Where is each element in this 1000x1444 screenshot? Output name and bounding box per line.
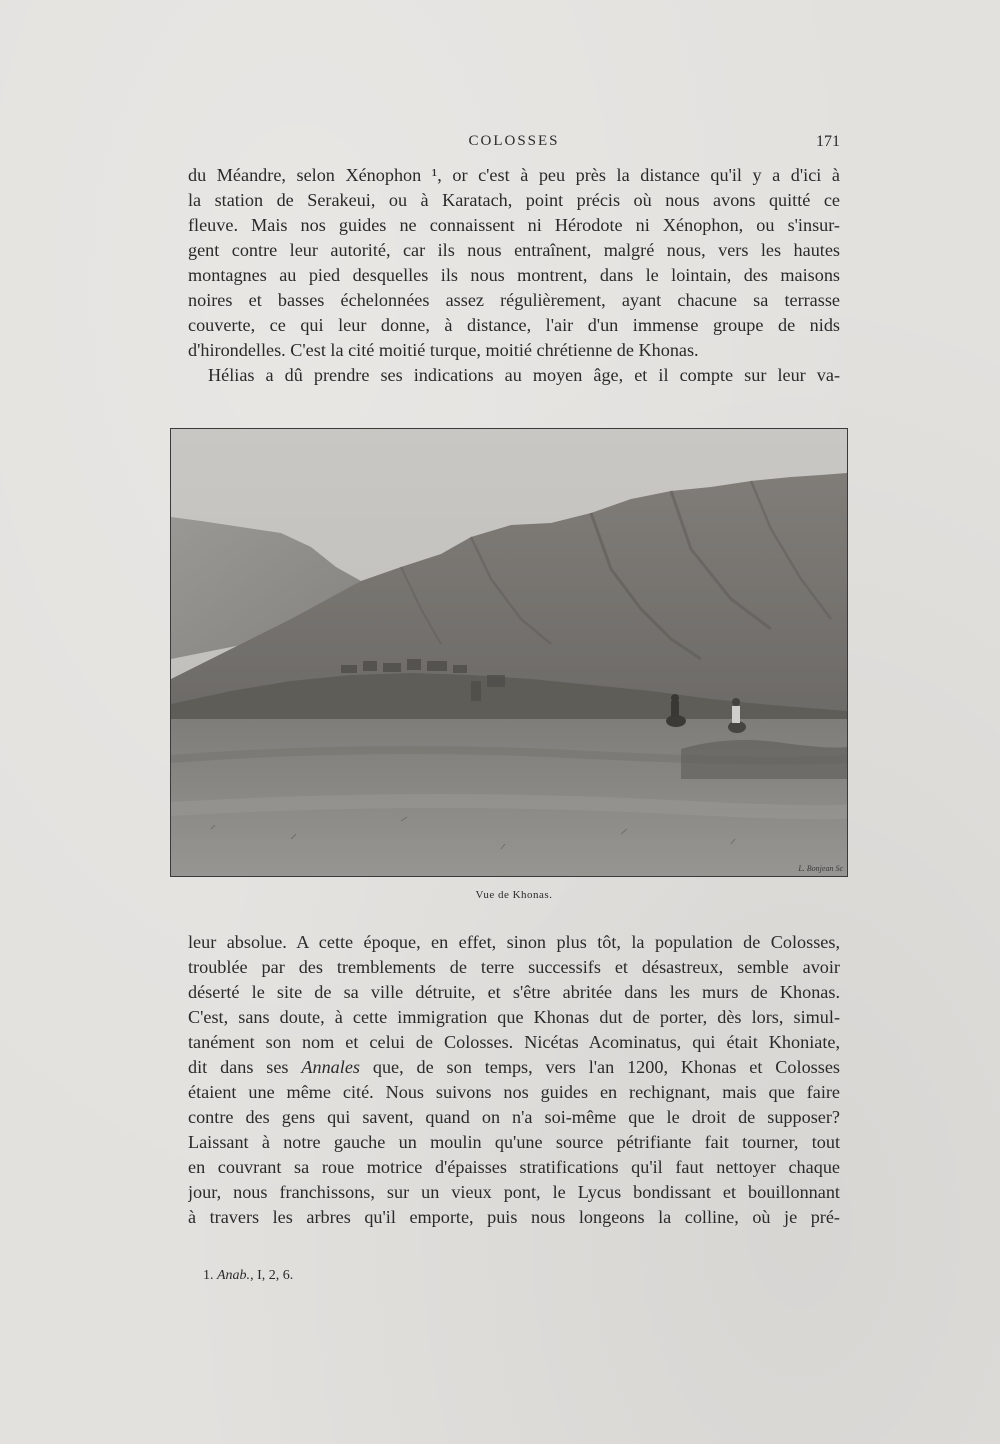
running-title: COLOSSES — [468, 133, 560, 149]
text-line: du Méandre, selon Xénophon ¹, or c'est à peu près la distance qu'il y a d'ici à — [188, 165, 840, 185]
text-line: la station de Serakeui, ou à Karatach, point précis où nous avons quitté ce — [188, 190, 840, 210]
paragraph-top — [188, 163, 840, 388]
text-line: fleuve. Mais nos guides ne connaissent ni Hérodote ni Xénophon, ou s'insur- — [188, 215, 840, 235]
text-line: gent contre leur autorité, car ils nous entraînent, malgré nous, vers les hautes — [188, 240, 840, 260]
footnote-reference-italic: Anab. — [217, 1268, 251, 1283]
text-line: troublée par des tremblements de terre successifs et désastreux, semble avoir — [188, 957, 840, 977]
text-line: déserté le site de sa ville détruite, et s'être abritée dans les murs de Khonas. — [188, 982, 840, 1002]
footnote-number: 1. — [203, 1268, 214, 1283]
text-line: leur absolue. A cette époque, en effet, sinon plus tôt, la population de Colosses, — [188, 932, 840, 952]
figure-caption: Vue de Khonas. — [475, 889, 553, 901]
footnote-reference: , I, 2, 6. — [250, 1268, 294, 1283]
text-segment: que, de son temps, vers l'an 1200, Khonas et Colosses — [359, 1057, 840, 1077]
text-line-with-italic — [188, 1055, 840, 1080]
page-number: 171 — [816, 133, 840, 150]
engraver-signature: L. Bonjean Sc — [798, 864, 843, 873]
running-head — [188, 133, 840, 155]
landscape-photo — [171, 429, 847, 876]
text-line: tanément son nom et celui de Colosses. Nicétas Acominatus, qui était Khoniate, — [188, 1032, 840, 1052]
text-line: couverte, ce qui leur donne, à distance, l'air d'un immense groupe de nids — [188, 315, 840, 335]
text-line: Laissant à notre gauche un moulin qu'une source pétrifiante fait tourner, tout — [188, 1132, 840, 1152]
text-line: en couvrant sa roue motrice d'épaisses stratifications qu'il faut nettoyer chaque — [188, 1157, 840, 1177]
text-line: Hélias a dû prendre ses indications au moyen âge, et il compte sur leur va- — [208, 365, 840, 385]
text-segment: dit dans ses — [188, 1057, 302, 1077]
text-line: contre des gens qui savent, quand on n'a soi-même que le droit de supposer? — [188, 1107, 840, 1127]
paragraph-bottom — [188, 930, 840, 1230]
footnote — [203, 1268, 293, 1284]
text-line: étaient une même cité. Nous suivons nos guides en rechignant, mais que faire — [188, 1082, 840, 1102]
text-line: C'est, sans doute, à cette immigration que Khonas dut de porter, dès lors, simul- — [188, 1007, 840, 1027]
photo-view-of-khonas — [170, 428, 848, 877]
text-line: noires et basses échelonnées assez régulièrement, ayant chacune sa terrasse — [188, 290, 840, 310]
text-line: montagnes au pied desquelles ils nous montrent, dans le lointain, des maisons — [188, 265, 840, 285]
italic-title-annales: Annales — [301, 1057, 360, 1077]
text-line: jour, nous franchissons, sur un vieux pont, le Lycus bondissant et bouillonnant — [188, 1182, 840, 1202]
text-line: à travers les arbres qu'il emporte, puis nous longeons la colline, où je pré- — [188, 1207, 840, 1227]
text-line: d'hirondelles. C'est la cité moitié turque, moitié chrétienne de Khonas. — [188, 340, 699, 360]
